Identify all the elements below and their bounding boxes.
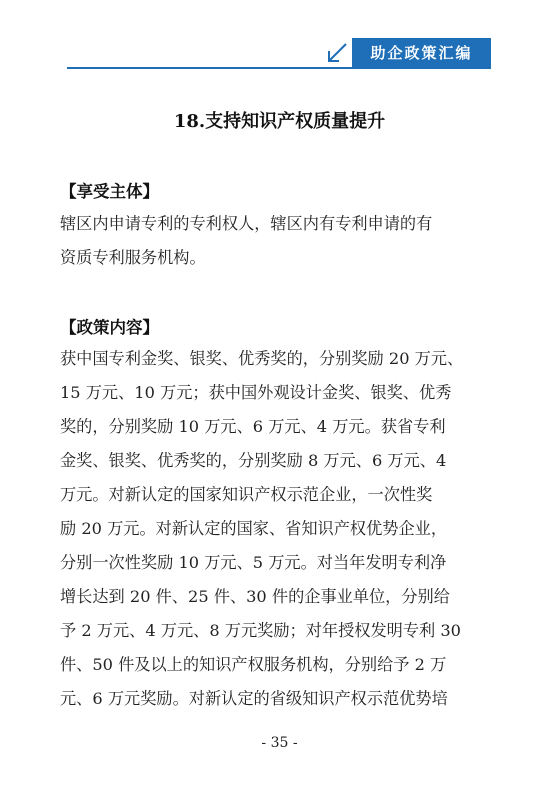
paragraph-line: 元、6 万元奖励。对新认定的省级知识产权示范优势培 (60, 689, 448, 708)
policy-paragraph (60, 342, 500, 716)
paragraph-line: 15 万元、10 万元；获中国外观设计金奖、银奖、优秀 (60, 383, 452, 402)
paragraph-line: 予 2 万元、4 万元、8 万元奖励；对年授权发明专利 30 (60, 621, 461, 640)
section-heading-recipients: 【享受主体】 (60, 182, 159, 201)
paragraph-line: 金奖、银奖、优秀奖的，分别奖励 8 万元、6 万元、4 (60, 451, 447, 470)
paragraph-line: 分别一次性奖励 10 万元、5 万元。对当年发明专利净 (60, 553, 447, 572)
recipients-paragraph (60, 207, 500, 275)
paragraph-line: 件、50 件及以上的知识产权服务机构，分别给予 2 万 (60, 655, 447, 674)
paragraph-line: 增长达到 20 件、25 件、30 件的企事业单位，分别给 (60, 587, 450, 606)
paragraph-line: 获中国专利金奖、银奖、优秀奖的，分别奖励 20 万元、 (60, 349, 464, 368)
section-heading-policy: 【政策内容】 (60, 318, 159, 337)
header-section-tab: 助企政策汇编 (352, 38, 491, 67)
paragraph-line: 资质专利服务机构。 (60, 248, 206, 267)
page-title: 18.支持知识产权质量提升 (173, 111, 386, 132)
header-rule (67, 67, 491, 69)
paragraph-line: 万元。对新认定的国家知识产权示范企业，一次性奖 (60, 485, 433, 504)
paragraph-line: 辖区内申请专利的专利权人，辖区内有专利申请的有 (60, 214, 433, 233)
paragraph-line: 励 20 万元。对新认定的国家、省知识产权优势企业， (60, 519, 448, 538)
arrow-down-left-icon (324, 40, 350, 66)
page-number: - 35 - (261, 735, 298, 751)
paragraph-line: 奖的，分别奖励 10 万元、6 万元、4 万元。获省专利 (60, 417, 446, 436)
